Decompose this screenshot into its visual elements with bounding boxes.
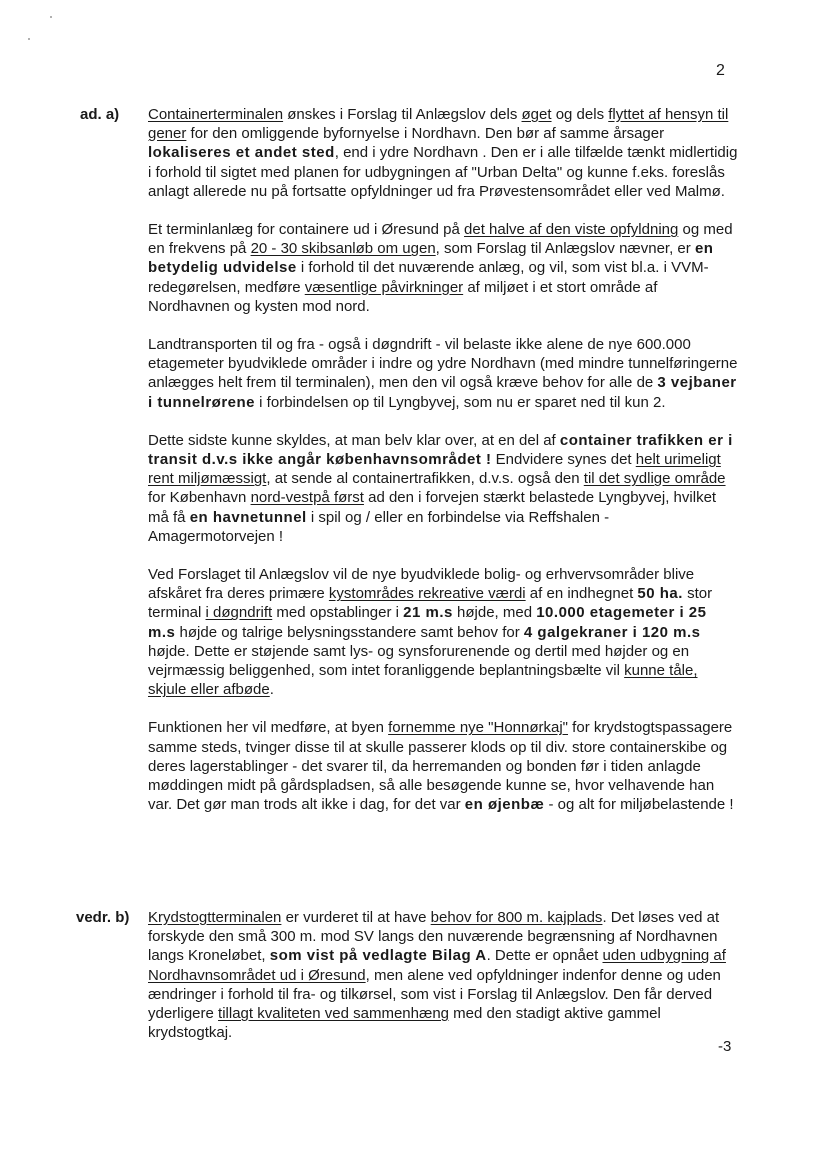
text-run: i forhold til det nuværende anlæg, og vil, som vist bl.a. i VVM-redegørelsen, medføre <box>148 259 709 296</box>
text-run: , men alene ved opfyldninger indenfor denne og uden ændringer i forhold til fra- og tilkørsel, som vist i Forslag til Anlægslov. Den får derved yderligere <box>148 966 721 1023</box>
underlined-text: fornemme nye "Honnørkaj" <box>388 719 569 737</box>
text-run: , end i ydre Nordhavn . Den er i alle tilfælde tænkt midlertidig i forhold til sigtet med planen for udbygningen af "Urban Delta" og kunne f.eks. foreslås anlagt allerede nu på fortsatte opfyldninger ud fra Prøvestensområdet eller ved Malmø. <box>148 144 738 200</box>
underlined-text: helt urimeligt rent miljømæssigt <box>148 451 721 488</box>
bold-text: lokaliseres et andet sted <box>148 144 335 162</box>
text-run: , at sende al containertrafikken, d.v.s. også den <box>266 470 584 488</box>
text-run: Landtransporten til og fra - også i døgndrift - vil belaste ikke alene de nye 600.000 etagemeter byudviklede områder i indre og ydre Nordhavn (med mindre tunnelføringerne anlægges helt frem til terminalen), men den vil også kræve behov for alle de <box>148 336 738 392</box>
bold-text: 21 m.s <box>403 604 453 622</box>
underlined-text: til det sydlige område <box>583 470 726 488</box>
text-run: i spil og / eller en forbindelse via Reffshalen - Amagermotorvejen ! <box>148 508 610 545</box>
page-number: 2 <box>716 62 725 79</box>
bold-text: en øjenbæ <box>464 796 545 814</box>
bold-text: container trafikken er i transit d.v.s ikke angår københavnsområdet ! <box>148 431 733 469</box>
bold-text: 3 vejbaner i tunnelrørene <box>148 374 737 411</box>
continuation-marker: -3 <box>718 1038 732 1055</box>
text-run: - og alt for miljøbelastende ! <box>544 796 734 814</box>
underlined-text: uden udbygning af Nordhavnsområdet ud i Øresund <box>148 947 726 984</box>
underlined-text: Containerterminalen <box>148 106 284 123</box>
underlined-text: kystområdes rekreative værdi <box>328 585 526 603</box>
text-run: for København <box>148 489 251 507</box>
section-a-body <box>148 105 738 815</box>
bold-text: som vist på vedlagte Bilag A <box>269 947 487 965</box>
underlined-text: tillagt kvaliteten ved sammenhæng <box>218 1005 450 1023</box>
underlined-text: nord-vestpå først <box>250 489 364 507</box>
underlined-text: øget <box>521 106 552 123</box>
scan-speck <box>28 38 30 40</box>
text-run: for krydstogtspassagere samme steds, tvinger disse til at skulle passerer klods op til div. store containerskibe og deres lagerstablinger - det svarer til, da herremanden og bonden før i tiden anlagde møddingen midt på gårdspladsen, så alle besøgende kunne se, hvor velhavende han var. Det gør man trods alt ikke i dag, for det var <box>148 719 733 814</box>
text-run: Dette sidste kunne skyldes, at man belv klar over, at en del af <box>148 431 560 449</box>
text-run: for den omliggende byfornyelse i Nordhavn. Den bør af samme årsager <box>186 125 665 143</box>
text-run: og med en frekvens på <box>148 221 733 258</box>
text-run: Funktionen her vil medføre, at byen <box>148 719 389 737</box>
text-run: ad den i forvejen stærkt belastede Lyngbyvej, hvilket må få <box>148 489 717 526</box>
section-a-label: ad. a) <box>80 106 120 123</box>
paragraph <box>148 908 738 1042</box>
text-run: og dels <box>551 106 609 123</box>
text-run: med den stadigt aktive gammel krydstogtkaj. <box>148 1005 661 1042</box>
text-run: med opstablinger i <box>272 604 404 622</box>
text-run: højde og talrige belysningsstandere samt behov for <box>175 623 524 641</box>
text-run: højde. Dette er støjende samt lys- og synsforurenende og dertil med højder og en vejrmæssig beliggenhed, som intet foranliggende beplantningsbælte vil <box>148 642 690 680</box>
paragraph <box>148 565 738 699</box>
paragraph <box>148 105 738 201</box>
paragraph <box>148 220 738 316</box>
paragraph <box>148 335 738 412</box>
text-run: Et terminlanlæg for containere ud i Øresund på <box>148 221 465 239</box>
paragraph <box>148 718 738 814</box>
underlined-text: det halve af den viste opfyldning <box>464 221 679 239</box>
paragraph <box>148 431 738 546</box>
section-b-body <box>148 908 738 1042</box>
bold-text: 4 galgekraner i 120 m.s <box>523 623 701 641</box>
text-run: stor terminal <box>148 585 713 622</box>
text-run: . <box>269 681 274 699</box>
underlined-text: i døgndrift <box>205 604 273 622</box>
underlined-text: 20 - 30 skibsanløb om ugen <box>250 240 436 258</box>
text-run: , som Forslag til Anlægslov nævner, er <box>435 240 695 258</box>
underlined-text: kunne tåle, skjule eller afbøde <box>148 662 698 699</box>
section-b-label: vedr. b) <box>76 909 130 926</box>
text-run: er vurderet til at have <box>281 909 431 926</box>
text-run: . Dette er opnået <box>486 947 603 965</box>
bold-text: 50 ha. <box>637 585 683 603</box>
text-run: . Det løses ved at forskyde den små 300 m. mod SV langs den nuværende begrænsning af Nordhavnen langs Kroneløbet, <box>148 909 720 965</box>
bold-text: en havnetunnel <box>189 508 307 526</box>
text-run: Endvidere synes det <box>491 451 636 469</box>
underlined-text: flyttet af hensyn til gener <box>148 106 729 143</box>
underlined-text: behov for 800 m. kajplads <box>430 909 603 926</box>
bold-text: 10.000 etagemeter i 25 m.s <box>148 604 707 641</box>
text-run: Ved Forslaget til Anlægslov vil de nye byudviklede bolig- og erhvervsområder blive afskåret fra deres primære <box>148 566 695 603</box>
text-run: ønskes i Forslag til Anlægslov dels <box>283 106 522 123</box>
scan-speck <box>50 16 52 18</box>
text-run: af miljøet i et stort område af Nordhavnen og kysten mod nord. <box>148 278 658 315</box>
underlined-text: væsentlige påvirkninger <box>304 278 464 296</box>
text-run: af en indhegnet <box>525 585 638 603</box>
underlined-text: Krydstogtterminalen <box>148 909 282 926</box>
bold-text: en betydelig udvidelse <box>148 240 714 277</box>
text-run: i forbindelsen op til Lyngbyvej, som nu er sparet ned til kun 2. <box>255 393 666 411</box>
text-run: højde, med <box>452 604 537 622</box>
